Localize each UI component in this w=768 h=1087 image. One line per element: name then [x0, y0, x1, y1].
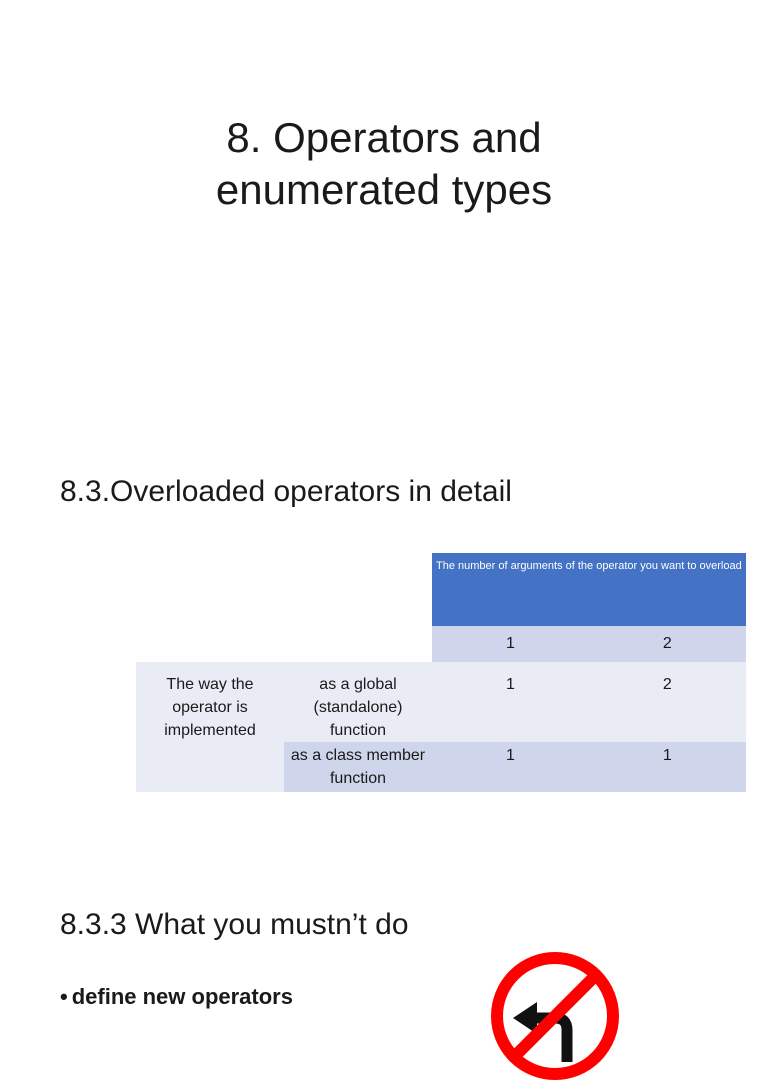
bullet-dot-icon: •: [60, 984, 68, 1009]
no-left-turn-sign-graphic: [489, 950, 621, 1082]
empty-cell: [136, 626, 284, 662]
argcount-2: 2: [589, 626, 746, 662]
empty-cell: [136, 553, 284, 626]
argcount-1: 1: [432, 626, 589, 662]
row-label-member-function: as a class member function: [284, 742, 432, 792]
empty-cell: [284, 553, 432, 626]
bullet-item: [60, 984, 293, 1010]
table-argcount-row: [136, 626, 746, 662]
bullet-text: define new operators: [71, 984, 293, 1009]
empty-cell: [284, 626, 432, 662]
cell-global-1: 1: [432, 662, 589, 742]
cell-member-2: 1: [589, 742, 746, 792]
row-label-global-function: as a global (standalone) function: [284, 662, 432, 742]
table-header-row: [136, 553, 746, 626]
slide-title-line-1: 8. Operators and: [226, 114, 542, 161]
no-left-turn-sign-icon: [489, 950, 621, 1082]
slide-title-line-2: enumerated types: [215, 166, 553, 213]
section-heading-overloaded-operators: 8.3.Overloaded operators in detail: [60, 475, 512, 508]
section-heading-what-you-mustnt-do: 8.3.3 What you mustn’t do: [60, 908, 409, 941]
column-header-argument-count: The number of arguments of the operator you want to overload: [432, 553, 746, 626]
cell-global-2: 2: [589, 662, 746, 742]
title-slide: [0, 0, 768, 420]
row-header-implementation: The way the operator is implemented: [136, 662, 284, 792]
table-row: [136, 662, 746, 742]
slide-title: [0, 112, 768, 216]
cell-member-1: 1: [432, 742, 589, 792]
operator-arguments-table: [136, 553, 746, 792]
